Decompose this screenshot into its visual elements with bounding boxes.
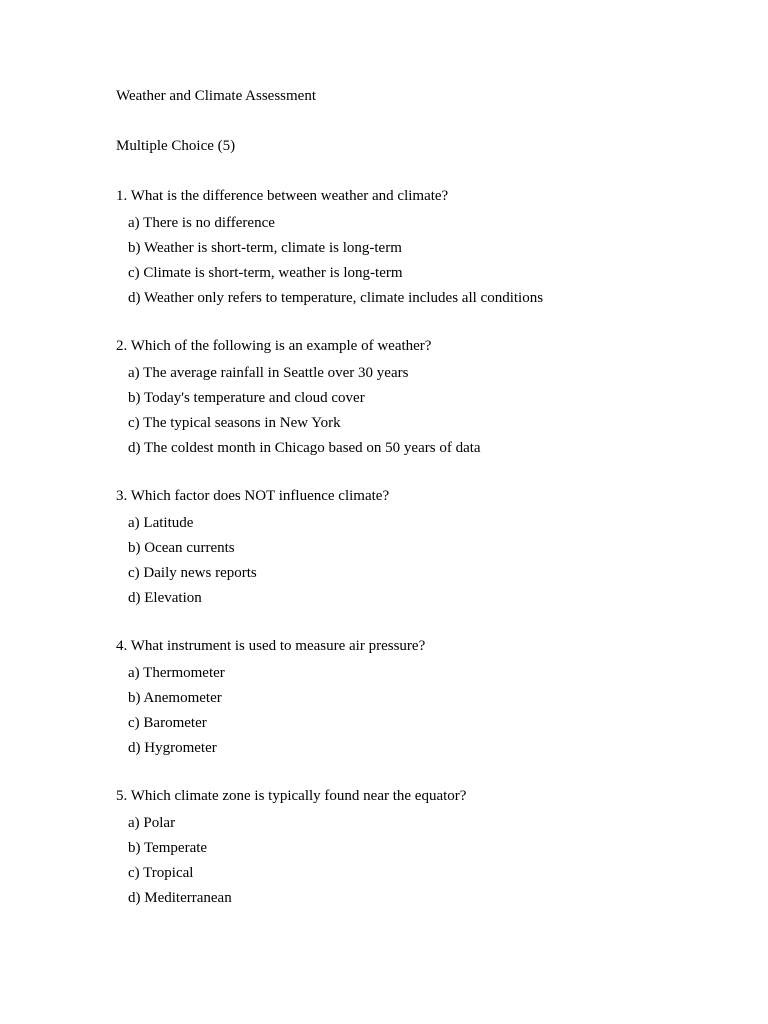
answer-option [128,511,736,536]
option-text: Climate is short-term, weather is long-term [143,265,403,281]
answer-option [128,536,736,561]
answer-options [116,211,736,311]
answer-option [128,736,736,761]
option-letter: a ) [128,215,143,231]
question-3 [116,486,736,611]
option-text: Barometer [143,715,207,731]
question-1 [116,186,736,311]
answer-option [128,586,736,611]
answer-options [116,661,736,761]
option-text: Thermometer [143,665,225,681]
question-prompt [116,186,736,211]
option-text: Ocean currents [144,540,235,556]
option-letter: a ) [128,665,143,681]
option-letter: b ) [128,840,144,856]
question-prompt [116,786,736,811]
answer-option [128,286,736,311]
document-page [116,86,736,936]
option-letter: d ) [128,440,144,456]
answer-option [128,686,736,711]
question-text: What instrument is used to measure air pressure? [130,638,426,654]
question-prompt [116,486,736,511]
option-letter: c ) [128,865,143,881]
option-text: Weather only refers to temperature, climate includes all conditions [143,290,544,306]
option-text: Tropical [143,865,194,881]
option-text: Hygrometer [144,740,217,756]
answer-option [128,236,736,261]
answer-option [128,711,736,736]
question-5 [116,786,736,911]
option-letter: b ) [128,540,144,556]
option-text: Elevation [144,590,202,606]
answer-option [128,411,736,436]
question-2 [116,336,736,461]
option-text: There is no difference [143,215,275,231]
option-text: Latitude [143,515,194,531]
option-letter: c ) [128,715,143,731]
option-text: Daily news reports [143,565,257,581]
option-text: The average rainfall in Seattle over 30 years [143,365,409,381]
option-text: The coldest month in Chicago based on 50 years of data [143,440,481,456]
option-text: Today's temperature and cloud cover [143,390,365,406]
option-letter: c ) [128,415,143,431]
document-title: Weather and Climate Assessment [116,88,316,104]
answer-options [116,811,736,911]
option-text: Mediterranean [144,890,232,906]
answer-options [116,511,736,611]
question-number: 4 . [116,638,131,654]
question-text: Which of the following is an example of weather? [130,338,432,354]
question-4 [116,636,736,761]
answer-option [128,861,736,886]
option-letter: c ) [128,265,143,281]
option-letter: b ) [128,690,143,706]
option-letter: a ) [128,515,143,531]
answer-option [128,886,736,911]
question-list [116,186,736,911]
question-prompt [116,636,736,661]
answer-option [128,836,736,861]
option-text: The typical seasons in New York [143,415,341,431]
option-letter: a ) [128,365,143,381]
option-text: Weather is short-term, climate is long-term [143,240,402,256]
option-text: Temperate [143,840,208,856]
option-letter: a ) [128,815,143,831]
question-prompt [116,336,736,361]
option-letter: d ) [128,290,144,306]
question-number: 5 . [116,788,131,804]
question-number: 2 . [116,338,131,354]
answer-option [128,261,736,286]
question-number: 1 . [116,188,131,204]
answer-option [128,811,736,836]
question-number: 3 . [116,488,131,504]
option-letter: d ) [128,740,144,756]
answer-option [128,211,736,236]
option-text: Anemometer [143,690,222,706]
answer-option [128,561,736,586]
answer-options [116,361,736,461]
question-text: What is the difference between weather and climate? [130,188,449,204]
section-title: Multiple Choice (5) [116,138,236,154]
answer-option [128,436,736,461]
option-letter: c ) [128,565,143,581]
option-letter: b ) [128,390,144,406]
option-text: Polar [143,815,176,831]
question-text: Which factor does NOT influence climate? [130,488,390,504]
option-letter: b ) [128,240,144,256]
question-text: Which climate zone is typically found near the equator? [130,788,467,804]
answer-option [128,661,736,686]
option-letter: d ) [128,590,144,606]
answer-option [128,361,736,386]
answer-option [128,386,736,411]
option-letter: d ) [128,890,144,906]
